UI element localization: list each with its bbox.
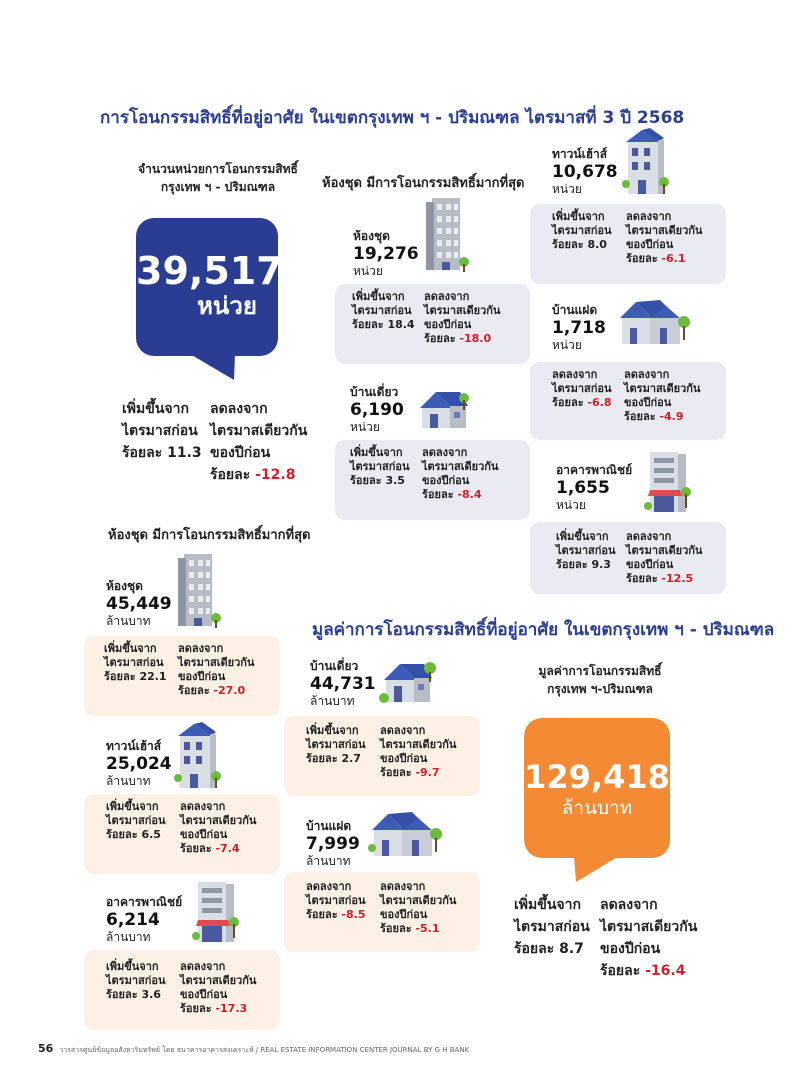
value-title: มูลค่าการโอนกรรมสิทธิ์ที่อยู่อาศัย ในเขตกรุงเทพ ฯ - ปริมณฑล xyxy=(312,620,775,640)
value-detached-b4p: ร้อยละ xyxy=(380,766,412,779)
units-condo-b4p: ร้อยละ xyxy=(424,332,456,345)
units-townhouse-b2: ไตรมาสเดียวกัน xyxy=(626,224,703,237)
value-twin-unit: ล้านบาท xyxy=(306,854,351,868)
units-commercial-b3: ของปีก่อน xyxy=(626,558,674,571)
value-twin-b1: ลดลงจาก xyxy=(380,880,426,893)
units-total-down-prefix: ร้อยละ xyxy=(210,467,251,483)
units-total-value: 39,517 xyxy=(136,249,283,293)
value-commercial-a2: ไตรมาสก่อน xyxy=(106,974,166,987)
value-townhouse-a1: เพิ่มขึ้นจาก xyxy=(106,800,159,813)
units-heading: ห้องชุด มีการโอนกรรมสิทธิ์มากที่สุด xyxy=(322,176,525,191)
units-total-label-line1: จำนวนหน่วยการโอนกรรมสิทธิ์ xyxy=(138,162,298,176)
units-detached-unit: หน่วย xyxy=(350,420,380,434)
units-twin-a3p: ร้อยละ xyxy=(552,396,584,409)
value-condo-a2: ไตรมาสก่อน xyxy=(104,656,164,669)
units-detached-value: 6,190 xyxy=(350,400,404,420)
units-twin-label: บ้านแฝด xyxy=(552,303,598,317)
units-commercial-heading xyxy=(556,462,632,512)
value-condo-label: ห้องชุด xyxy=(106,579,143,593)
value-detached-b3: ของปีก่อน xyxy=(380,752,428,765)
value-condo-down xyxy=(178,642,254,698)
units-twin-heading xyxy=(552,302,606,352)
value-townhouse-down xyxy=(180,800,256,856)
units-total-up-l1: เพิ่มขึ้นจาก xyxy=(122,401,189,417)
value-detached-b1: ลดลงจาก xyxy=(380,724,426,737)
townhouse-icon xyxy=(172,720,222,792)
value-commercial-b4v: -17.3 xyxy=(215,1002,248,1015)
value-commercial-b4p: ร้อยละ xyxy=(180,1002,212,1015)
units-detached-a3: ร้อยละ 3.5 xyxy=(350,474,405,487)
value-commercial-up xyxy=(106,960,166,1002)
value-detached-heading xyxy=(310,658,376,708)
units-twin-b2: ไตรมาสเดียวกัน xyxy=(624,382,701,395)
value-condo-b2: ไตรมาสเดียวกัน xyxy=(178,656,255,669)
twin-house-icon xyxy=(616,294,692,350)
value-detached-a2: ไตรมาสก่อน xyxy=(306,738,366,751)
value-total-up xyxy=(514,894,590,960)
value-detached-unit: ล้านบาท xyxy=(310,694,355,708)
condo-building-icon xyxy=(176,552,222,632)
units-condo-b3: ของปีก่อน xyxy=(424,318,472,331)
value-detached-b4v: -9.7 xyxy=(415,766,440,779)
units-commercial-b4p: ร้อยละ xyxy=(626,572,658,585)
units-commercial-down xyxy=(626,530,702,586)
units-total-up-l3: ร้อยละ 11.3 xyxy=(122,445,202,461)
footer xyxy=(38,1042,469,1056)
value-condo-b4p: ร้อยละ xyxy=(178,684,210,697)
units-total-bubble xyxy=(136,218,283,356)
value-townhouse-heading xyxy=(106,738,172,788)
units-townhouse-a2: ไตรมาสก่อน xyxy=(552,224,612,237)
value-heading-left: ห้องชุด มีการโอนกรรมสิทธิ์มากที่สุด xyxy=(108,528,311,543)
units-condo-value: 19,276 xyxy=(353,244,419,264)
value-total-up-l2: ไตรมาสก่อน xyxy=(514,919,590,935)
value-townhouse-b1: ลดลงจาก xyxy=(180,800,226,813)
value-total-down-prefix: ร้อยละ xyxy=(600,963,641,979)
shophouse-icon xyxy=(190,878,240,946)
value-commercial-value: 6,214 xyxy=(106,910,160,930)
value-condo-a3: ร้อยละ 22.1 xyxy=(104,670,167,683)
value-townhouse-a3: ร้อยละ 6.5 xyxy=(106,828,161,841)
units-twin-a1: ลดลงจาก xyxy=(552,368,598,381)
value-detached-label: บ้านเดี่ยว xyxy=(310,659,359,673)
units-detached-up xyxy=(350,446,410,488)
units-townhouse-a3: ร้อยละ 8.0 xyxy=(552,238,607,251)
units-condo-a1: เพิ่มขึ้นจาก xyxy=(352,290,405,303)
units-condo-b4v: -18.0 xyxy=(459,332,492,345)
value-condo-up xyxy=(104,642,167,684)
value-condo-b1: ลดลงจาก xyxy=(178,642,224,655)
units-commercial-unit: หน่วย xyxy=(556,498,586,512)
value-twin-heading xyxy=(306,818,360,868)
value-total-down-l2: ไตรมาสเดียวกัน xyxy=(600,919,698,935)
units-condo-label: ห้องชุด xyxy=(353,229,390,243)
units-commercial-value: 1,655 xyxy=(556,478,610,498)
page-number: 56 xyxy=(38,1042,54,1055)
value-total-up-l3: ร้อยละ 8.7 xyxy=(514,941,584,957)
townhouse-icon xyxy=(620,126,670,198)
value-detached-b2: ไตรมาสเดียวกัน xyxy=(380,738,457,751)
value-townhouse-unit: ล้านบาท xyxy=(106,774,151,788)
value-detached-value: 44,731 xyxy=(310,674,376,694)
value-total-unit: ล้านบาท xyxy=(561,797,633,819)
units-total-down-l3: ของปีก่อน xyxy=(210,445,271,461)
house-icon xyxy=(414,384,470,434)
value-commercial-unit: ล้านบาท xyxy=(106,930,151,944)
value-twin-down xyxy=(380,880,456,936)
units-townhouse-a1: เพิ่มขึ้นจาก xyxy=(552,210,605,223)
value-total-label-line2: กรุงเทพ ฯ-ปริมณฑล xyxy=(547,682,653,696)
units-commercial-label: อาคารพาณิชย์ xyxy=(556,463,633,477)
value-detached-up xyxy=(306,724,366,766)
units-condo-b2: ไตรมาสเดียวกัน xyxy=(424,304,501,317)
units-commercial-b4v: -12.5 xyxy=(661,572,694,585)
page-title: การโอนกรรมสิทธิ์ที่อยู่อาศัย ในเขตกรุงเทพ ฯ - ปริมณฑล ไตรมาสที่ 3 ปี 2568 xyxy=(100,108,685,128)
value-commercial-a3: ร้อยละ 3.6 xyxy=(106,988,161,1001)
units-commercial-b1: ลดลงจาก xyxy=(626,530,672,543)
value-condo-b3: ของปีก่อน xyxy=(178,670,226,683)
value-twin-up xyxy=(306,880,366,922)
twin-house-icon xyxy=(368,806,444,862)
units-total-label-line2: กรุงเทพ ฯ - ปริมณฑล xyxy=(160,180,276,194)
units-twin-b1: ลดลงจาก xyxy=(624,368,670,381)
units-twin-a3v: -6.8 xyxy=(587,396,612,409)
value-commercial-heading xyxy=(106,894,182,944)
units-twin-up xyxy=(552,368,612,410)
units-twin-b3: ของปีก่อน xyxy=(624,396,672,409)
value-townhouse-b2: ไตรมาสเดียวกัน xyxy=(180,814,257,827)
units-townhouse-b3: ของปีก่อน xyxy=(626,238,674,251)
units-detached-a1: เพิ่มขึ้นจาก xyxy=(350,446,403,459)
value-bubble-tail xyxy=(574,856,624,886)
value-twin-a2: ไตรมาสก่อน xyxy=(306,894,366,907)
value-twin-b4p: ร้อยละ xyxy=(380,922,412,935)
condo-building-icon xyxy=(424,196,470,276)
units-detached-label: บ้านเดี่ยว xyxy=(350,385,399,399)
value-total-down-l1: ลดลงจาก xyxy=(600,897,658,913)
units-commercial-a2: ไตรมาสก่อน xyxy=(556,544,616,557)
units-total-down-value: -12.8 xyxy=(255,467,296,483)
units-condo-a2: ไตรมาสก่อน xyxy=(352,304,412,317)
value-townhouse-up xyxy=(106,800,166,842)
units-detached-a2: ไตรมาสก่อน xyxy=(350,460,410,473)
value-detached-down xyxy=(380,724,456,780)
units-detached-b2: ไตรมาสเดียวกัน xyxy=(422,460,499,473)
footer-text: วารสารศูนย์ข้อมูลอสังหาริมทรัพย์ โดย ธนาคารอาคารสงเคราะห์ / REAL ESTATE INFORMATION CENTER JOURNAL BY G H BANK xyxy=(59,1046,470,1054)
units-total-down-l2: ไตรมาสเดียวกัน xyxy=(210,423,308,439)
units-commercial-b2: ไตรมาสเดียวกัน xyxy=(626,544,703,557)
units-condo-b1: ลดลงจาก xyxy=(424,290,470,303)
units-total-up-l2: ไตรมาสก่อน xyxy=(122,423,198,439)
units-twin-b4v: -4.9 xyxy=(659,410,684,423)
value-condo-unit: ล้านบาท xyxy=(106,614,151,628)
value-commercial-label: อาคารพาณิชย์ xyxy=(106,895,183,909)
value-commercial-a1: เพิ่มขึ้นจาก xyxy=(106,960,159,973)
units-total-up xyxy=(122,398,202,464)
value-twin-label: บ้านแฝด xyxy=(306,819,352,833)
units-condo-unit: หน่วย xyxy=(353,264,383,278)
value-twin-a1: ลดลงจาก xyxy=(306,880,352,893)
value-condo-a1: เพิ่มขึ้นจาก xyxy=(104,642,157,655)
value-twin-a3v: -8.5 xyxy=(341,908,366,921)
units-twin-value: 1,718 xyxy=(552,318,606,338)
units-detached-b3: ของปีก่อน xyxy=(422,474,470,487)
value-total-label-line1: มูลค่าการโอนกรรมสิทธิ์ xyxy=(538,664,662,678)
value-condo-heading xyxy=(106,578,172,628)
units-townhouse-b4v: -6.1 xyxy=(661,252,686,265)
value-condo-b4v: -27.0 xyxy=(213,684,246,697)
units-twin-b4p: ร้อยละ xyxy=(624,410,656,423)
units-twin-a2: ไตรมาสก่อน xyxy=(552,382,612,395)
value-twin-a3p: ร้อยละ xyxy=(306,908,338,921)
value-detached-a1: เพิ่มขึ้นจาก xyxy=(306,724,359,737)
value-townhouse-b4p: ร้อยละ xyxy=(180,842,212,855)
value-total-up-l1: เพิ่มขึ้นจาก xyxy=(514,897,581,913)
value-townhouse-a2: ไตรมาสก่อน xyxy=(106,814,166,827)
units-commercial-a1: เพิ่มขึ้นจาก xyxy=(556,530,609,543)
value-total-value: 129,418 xyxy=(524,758,670,796)
units-townhouse-heading xyxy=(552,146,618,196)
units-total-label xyxy=(128,160,308,196)
value-detached-a3: ร้อยละ 2.7 xyxy=(306,752,361,765)
units-condo-down xyxy=(424,290,500,346)
value-condo-value: 45,449 xyxy=(106,594,172,614)
units-condo-heading xyxy=(353,228,419,278)
units-commercial-up xyxy=(556,530,616,572)
units-townhouse-down xyxy=(626,210,702,266)
units-total-down xyxy=(210,398,307,486)
value-total-down-l3: ของปีก่อน xyxy=(600,941,661,957)
units-townhouse-label: ทาวน์เฮ้าส์ xyxy=(552,147,608,161)
value-townhouse-label: ทาวน์เฮ้าส์ xyxy=(106,739,162,753)
value-twin-b4v: -5.1 xyxy=(415,922,440,935)
value-total-down xyxy=(600,894,697,982)
value-twin-b3: ของปีก่อน xyxy=(380,908,428,921)
units-detached-heading xyxy=(350,384,404,434)
units-total-down-l1: ลดลงจาก xyxy=(210,401,268,417)
units-commercial-a3: ร้อยละ 9.3 xyxy=(556,558,611,571)
units-condo-up xyxy=(352,290,415,332)
value-commercial-b3: ของปีก่อน xyxy=(180,988,228,1001)
value-twin-b2: ไตรมาสเดียวกัน xyxy=(380,894,457,907)
value-townhouse-value: 25,024 xyxy=(106,754,172,774)
units-detached-b4v: -8.4 xyxy=(457,488,482,501)
units-townhouse-b1: ลดลงจาก xyxy=(626,210,672,223)
value-townhouse-b4v: -7.4 xyxy=(215,842,240,855)
value-total-down-value: -16.4 xyxy=(645,963,686,979)
shophouse-icon xyxy=(642,448,692,516)
value-total-bubble xyxy=(524,718,670,858)
value-townhouse-b3: ของปีก่อน xyxy=(180,828,228,841)
units-total-unit: หน่วย xyxy=(197,292,257,320)
units-condo-a3: ร้อยละ 18.4 xyxy=(352,318,415,331)
value-commercial-down xyxy=(180,960,256,1016)
value-commercial-b1: ลดลงจาก xyxy=(180,960,226,973)
units-twin-unit: หน่วย xyxy=(552,338,582,352)
units-townhouse-unit: หน่วย xyxy=(552,182,582,196)
value-twin-value: 7,999 xyxy=(306,834,360,854)
units-detached-b4p: ร้อยละ xyxy=(422,488,454,501)
value-commercial-b2: ไตรมาสเดียวกัน xyxy=(180,974,257,987)
units-detached-down xyxy=(422,446,498,502)
units-detached-b1: ลดลงจาก xyxy=(422,446,468,459)
units-bubble-tail xyxy=(190,354,240,384)
units-townhouse-value: 10,678 xyxy=(552,162,618,182)
units-twin-down xyxy=(624,368,700,424)
units-townhouse-b4p: ร้อยละ xyxy=(626,252,658,265)
units-townhouse-up xyxy=(552,210,612,252)
house-icon xyxy=(378,654,438,710)
value-total-label xyxy=(520,662,680,698)
